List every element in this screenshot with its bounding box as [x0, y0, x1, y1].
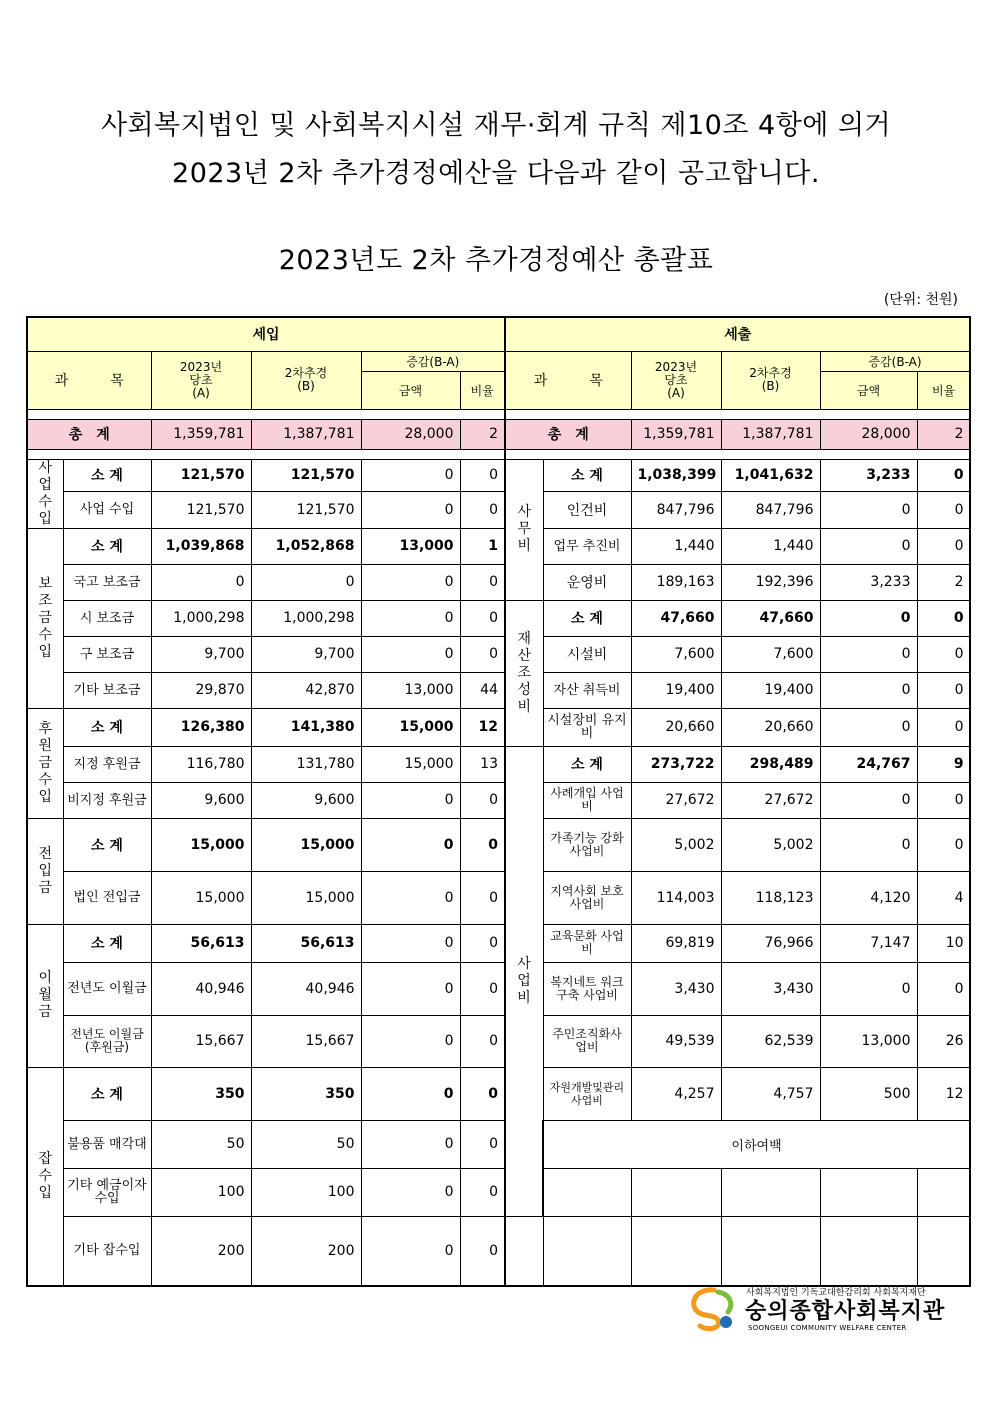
value-ratio: 0 [917, 962, 970, 1015]
value-ratio: 26 [917, 1015, 970, 1067]
value-a: 7,600 [631, 636, 721, 672]
empty-cell [631, 1168, 721, 1216]
item-label: 교육문화 사업비 [543, 924, 631, 962]
income-category-transfer [27, 818, 63, 924]
income-total-label: 총 계 [27, 419, 151, 449]
value-amount: 0 [820, 962, 917, 1015]
logo-subtitle: 사회복지법인 기독교대한감리회 사회복지재단 [746, 1288, 926, 1298]
table-row [27, 962, 970, 1015]
value-b: 5,002 [721, 818, 820, 871]
cat-char: 입 [38, 643, 53, 660]
cat-char: 월 [38, 987, 53, 1003]
value-ratio: 0 [917, 782, 970, 818]
unit-label: (단위: 천원) [883, 292, 958, 308]
value-a: 1,000,298 [151, 600, 251, 636]
cat-char: 원 [38, 737, 53, 754]
value-a: 847,796 [631, 491, 721, 528]
value-a: 114,003 [631, 871, 721, 924]
value-b: 15,000 [251, 818, 361, 871]
value-a: 350 [151, 1067, 251, 1120]
value-amount: 0 [820, 818, 917, 871]
table-row [27, 636, 970, 672]
value-amount: 4,120 [820, 871, 917, 924]
expense-total-b: 1,387,781 [721, 419, 820, 449]
cat-char: 비 [517, 538, 532, 554]
cat-char: 수 [38, 493, 53, 510]
income-ratio-header: 비율 [460, 371, 505, 409]
value-b: 141,380 [251, 708, 361, 746]
cat-char: 입 [38, 510, 53, 527]
value-ratio: 44 [460, 672, 505, 708]
item-label: 전년도 이월금 [63, 962, 151, 1015]
value-b: 1,000,298 [251, 600, 361, 636]
item-label: 인건비 [543, 491, 631, 528]
value-b: 47,660 [721, 600, 820, 636]
table-row [27, 1067, 970, 1120]
cat-char: 금 [38, 1004, 53, 1020]
item-label: 기타 보조금 [63, 672, 151, 708]
cat-char: 조 [517, 664, 532, 681]
value-a: 200 [151, 1216, 251, 1286]
value-b: 4,757 [721, 1067, 820, 1120]
value-amount: 13,000 [361, 672, 460, 708]
value-a: 15,000 [151, 871, 251, 924]
col-a-year: 2023년 [179, 359, 223, 374]
value-ratio: 0 [460, 871, 505, 924]
value-amount: 3,233 [820, 459, 917, 491]
value-amount: 0 [361, 782, 460, 818]
total-row [27, 419, 970, 449]
value-amount: 0 [820, 528, 917, 564]
cat-char: 수 [38, 1167, 53, 1184]
value-amount: 0 [361, 1067, 460, 1120]
value-ratio: 9 [917, 746, 970, 782]
cat-char: 비 [517, 698, 532, 715]
value-a: 1,440 [631, 528, 721, 564]
value-b: 76,966 [721, 924, 820, 962]
spacer-row [27, 449, 970, 459]
value-amount: 0 [820, 636, 917, 672]
col-b-label: 2차추경 [284, 366, 328, 380]
cat-char: 업 [517, 972, 531, 989]
value-a: 0 [151, 564, 251, 600]
value-amount: 0 [820, 782, 917, 818]
value-amount: 0 [361, 491, 460, 528]
cat-char: 무 [517, 521, 532, 537]
value-amount: 15,000 [361, 746, 460, 782]
value-a: 19,400 [631, 672, 721, 708]
item-label: 국고 보조금 [63, 564, 151, 600]
item-label: 불용품 매각대 [63, 1120, 151, 1168]
value-ratio: 10 [917, 924, 970, 962]
notice-line-1: 사회복지법인 및 사회복지시설 재무·회계 규칙 제10조 4항에 의거 [100, 110, 892, 141]
table-row [27, 708, 970, 746]
value-amount: 0 [361, 1216, 460, 1286]
value-a: 20,660 [631, 708, 721, 746]
value-a: 1,038,399 [631, 459, 721, 491]
income-total-amount: 28,000 [361, 419, 460, 449]
income-category-donation [27, 708, 63, 818]
col-a-year: 2023년 [654, 359, 698, 374]
value-amount: 0 [820, 708, 917, 746]
table-row [27, 1168, 970, 1216]
value-ratio: 0 [460, 1168, 505, 1216]
value-b: 192,396 [721, 564, 820, 600]
expense-ratio-header: 비율 [917, 371, 970, 409]
value-amount: 0 [361, 962, 460, 1015]
table-row [27, 746, 970, 782]
empty-cell [917, 1168, 970, 1216]
logo-english: SOONGEUI COMMUNITY WELFARE CENTER [748, 1324, 907, 1332]
value-b: 0 [251, 564, 361, 600]
logo-name: 숭의종합사회복지관 [745, 1299, 946, 1324]
empty-cell [631, 1216, 721, 1286]
value-ratio: 0 [460, 459, 505, 491]
income-category-carryover [27, 924, 63, 1067]
value-b: 62,539 [721, 1015, 820, 1067]
cat-char: 보 [38, 575, 53, 592]
expense-subject-header: 과 목 [505, 351, 631, 409]
page-title: 2023년도 2차 추가경정예산 총괄표 [278, 245, 714, 276]
item-label: 업무 추진비 [543, 528, 631, 564]
item-label: 지역사회 보호사업비 [543, 871, 631, 924]
table-row [27, 1015, 970, 1067]
blank-note: 이하여백 [543, 1120, 970, 1168]
expense-category-property [505, 600, 543, 746]
value-amount: 0 [361, 818, 460, 871]
value-a: 50 [151, 1120, 251, 1168]
value-ratio: 0 [917, 491, 970, 528]
value-amount: 0 [820, 491, 917, 528]
value-ratio: 0 [460, 782, 505, 818]
table-row [27, 1120, 970, 1168]
value-ratio: 0 [460, 818, 505, 871]
item-label: 사례개입 사업비 [543, 782, 631, 818]
expense-amount-header: 금액 [820, 371, 917, 409]
cat-char: 금 [38, 754, 53, 771]
item-label: 복지네트 워크구축 사업비 [543, 962, 631, 1015]
value-amount: 0 [820, 672, 917, 708]
value-a: 69,819 [631, 924, 721, 962]
value-a: 9,600 [151, 782, 251, 818]
value-amount: 13,000 [820, 1015, 917, 1067]
value-a: 3,430 [631, 962, 721, 1015]
value-ratio: 1 [460, 528, 505, 564]
expense-col-b-header [721, 351, 820, 409]
value-ratio: 0 [917, 672, 970, 708]
empty-cell [721, 1216, 820, 1286]
empty-cell [917, 1216, 970, 1286]
value-ratio: 0 [460, 962, 505, 1015]
value-ratio: 0 [460, 1216, 505, 1286]
value-amount: 0 [820, 600, 917, 636]
cat-char: 금 [38, 879, 53, 896]
cat-char: 사 [517, 955, 531, 972]
item-label: 가족기능 강화사업비 [543, 818, 631, 871]
budget-summary-table [26, 316, 971, 1287]
col-b-label: 2차추경 [749, 366, 792, 380]
value-a: 47,660 [631, 600, 721, 636]
value-ratio: 2 [917, 564, 970, 600]
income-total-a: 1,359,781 [151, 419, 251, 449]
value-a: 40,946 [151, 962, 251, 1015]
cat-char: 입 [38, 862, 53, 879]
value-b: 1,041,632 [721, 459, 820, 491]
value-b: 3,430 [721, 962, 820, 1015]
value-a: 15,667 [151, 1015, 251, 1067]
value-b: 50 [251, 1120, 361, 1168]
value-amount: 500 [820, 1067, 917, 1120]
cat-char: 업 [38, 476, 53, 493]
value-b: 56,613 [251, 924, 361, 962]
item-label: 소 계 [63, 459, 151, 491]
col-a-code: (A) [667, 385, 685, 400]
value-a: 49,539 [631, 1015, 721, 1067]
income-total-ratio: 2 [460, 419, 505, 449]
value-b: 118,123 [721, 871, 820, 924]
value-amount: 0 [361, 636, 460, 672]
empty-cell [721, 1168, 820, 1216]
income-diff-header: 증감(B-A) [361, 351, 505, 371]
value-a: 29,870 [151, 672, 251, 708]
value-ratio: 0 [917, 636, 970, 672]
value-b: 131,780 [251, 746, 361, 782]
cat-char: 비 [517, 989, 531, 1006]
item-label: 주민조직화사 업비 [543, 1015, 631, 1067]
value-b: 15,667 [251, 1015, 361, 1067]
value-ratio: 0 [917, 708, 970, 746]
item-label: 지정 후원금 [63, 746, 151, 782]
value-b: 298,489 [721, 746, 820, 782]
item-label: 시설비 [543, 636, 631, 672]
cat-char: 잡 [38, 1150, 53, 1167]
item-label: 비지정 후원금 [63, 782, 151, 818]
cat-char: 후 [38, 720, 53, 737]
value-a: 121,570 [151, 491, 251, 528]
item-label: 시설장비 유지비 [543, 708, 631, 746]
value-a: 121,570 [151, 459, 251, 491]
item-label: 구 보조금 [63, 636, 151, 672]
value-a: 56,613 [151, 924, 251, 962]
header-row-1 [27, 317, 970, 351]
value-amount: 0 [361, 1120, 460, 1168]
item-label: 소 계 [63, 528, 151, 564]
value-ratio: 12 [460, 708, 505, 746]
item-label: 소 계 [543, 459, 631, 491]
organization-logo [684, 1282, 974, 1332]
cat-char: 재 [517, 630, 532, 647]
cat-char: 전 [38, 845, 53, 862]
table-row [27, 924, 970, 962]
value-a: 4,257 [631, 1067, 721, 1120]
value-a: 273,722 [631, 746, 721, 782]
table-row [27, 600, 970, 636]
col-b-code: (B) [297, 379, 315, 393]
value-b: 27,672 [721, 782, 820, 818]
value-amount: 3,233 [820, 564, 917, 600]
table-row [27, 818, 970, 871]
value-b: 9,700 [251, 636, 361, 672]
income-subject-header: 과 목 [27, 351, 151, 409]
cat-char: 금 [38, 609, 53, 626]
income-col-a-header [151, 351, 251, 409]
value-b: 15,000 [251, 871, 361, 924]
col-a-orig: 당초 [189, 372, 213, 387]
item-label: 소 계 [543, 746, 631, 782]
value-amount: 0 [361, 871, 460, 924]
value-amount: 0 [361, 564, 460, 600]
value-ratio: 0 [917, 818, 970, 871]
cat-char: 사 [38, 459, 53, 476]
expense-header: 세출 [505, 317, 970, 351]
value-ratio: 12 [917, 1067, 970, 1120]
cat-char: 이 [38, 970, 53, 986]
table-row [27, 871, 970, 924]
item-label: 자원개발및관리 사업비 [543, 1067, 631, 1120]
value-ratio: 0 [917, 459, 970, 491]
value-ratio: 0 [917, 600, 970, 636]
value-b: 121,570 [251, 491, 361, 528]
income-header: 세입 [27, 317, 505, 351]
cat-char: 사 [517, 504, 532, 520]
value-amount: 24,767 [820, 746, 917, 782]
value-b: 20,660 [721, 708, 820, 746]
value-amount: 13,000 [361, 528, 460, 564]
value-b: 7,600 [721, 636, 820, 672]
value-b: 9,600 [251, 782, 361, 818]
cat-char: 입 [38, 788, 53, 805]
value-ratio: 4 [917, 871, 970, 924]
cat-char: 수 [38, 626, 53, 643]
value-a: 5,002 [631, 818, 721, 871]
table-row [27, 564, 970, 600]
spacer-row [27, 409, 970, 419]
expense-category-project [505, 746, 543, 1216]
value-amount: 0 [361, 459, 460, 491]
item-label: 소 계 [63, 708, 151, 746]
value-b: 1,052,868 [251, 528, 361, 564]
item-label: 사업 수입 [63, 491, 151, 528]
table-row [27, 1216, 970, 1286]
empty-cell [543, 1216, 631, 1286]
value-a: 100 [151, 1168, 251, 1216]
item-label: 자산 취득비 [543, 672, 631, 708]
value-b: 350 [251, 1067, 361, 1120]
value-amount: 0 [361, 600, 460, 636]
expense-category-office [505, 459, 543, 600]
col-a-code: (A) [192, 385, 210, 400]
logo-mark-icon [684, 1282, 744, 1332]
income-category-business [27, 459, 63, 528]
income-category-misc [27, 1067, 63, 1286]
notice-text [0, 102, 992, 198]
value-amount: 15,000 [361, 708, 460, 746]
value-ratio: 0 [460, 600, 505, 636]
table-row [27, 528, 970, 564]
item-label: 소 계 [63, 818, 151, 871]
empty-cell [820, 1168, 917, 1216]
expense-total-label: 총 계 [505, 419, 631, 449]
income-col-b-header [251, 351, 361, 409]
expense-col-a-header [631, 351, 721, 409]
header-row-2 [27, 351, 970, 371]
value-amount: 0 [361, 924, 460, 962]
value-b: 40,946 [251, 962, 361, 1015]
value-a: 189,163 [631, 564, 721, 600]
item-label: 법인 전입금 [63, 871, 151, 924]
item-label: 소 계 [63, 924, 151, 962]
item-label: 소 계 [63, 1067, 151, 1120]
value-a: 27,672 [631, 782, 721, 818]
empty-cell [543, 1168, 631, 1216]
value-b: 200 [251, 1216, 361, 1286]
value-a: 126,380 [151, 708, 251, 746]
value-ratio: 0 [460, 1067, 505, 1120]
value-ratio: 13 [460, 746, 505, 782]
value-amount: 0 [361, 1168, 460, 1216]
table-row [27, 491, 970, 528]
value-ratio: 0 [460, 924, 505, 962]
expense-total-a: 1,359,781 [631, 419, 721, 449]
item-label: 소 계 [543, 600, 631, 636]
col-a-orig: 당초 [664, 372, 688, 387]
value-a: 15,000 [151, 818, 251, 871]
value-amount: 7,147 [820, 924, 917, 962]
notice-line-2: 2023년 2차 추가경정예산을 다음과 같이 공고합니다. [172, 158, 820, 189]
table-row [27, 672, 970, 708]
empty-cell [820, 1216, 917, 1286]
income-category-subsidy [27, 528, 63, 708]
cat-char: 성 [517, 681, 532, 698]
item-label: 기타 예금이자수입 [63, 1168, 151, 1216]
cat-char: 조 [38, 592, 53, 609]
item-label: 기타 잡수입 [63, 1216, 151, 1286]
expense-total-amount: 28,000 [820, 419, 917, 449]
cat-char: 입 [38, 1184, 53, 1201]
value-a: 1,039,868 [151, 528, 251, 564]
value-b: 42,870 [251, 672, 361, 708]
value-ratio: 0 [460, 564, 505, 600]
value-b: 847,796 [721, 491, 820, 528]
expense-total-ratio: 2 [917, 419, 970, 449]
value-b: 121,570 [251, 459, 361, 491]
value-ratio: 0 [460, 1015, 505, 1067]
value-ratio: 0 [460, 636, 505, 672]
value-ratio: 0 [460, 491, 505, 528]
empty-cell [505, 1216, 543, 1286]
table-row [27, 459, 970, 491]
value-amount: 0 [361, 1015, 460, 1067]
expense-diff-header: 증감(B-A) [820, 351, 970, 371]
value-ratio: 0 [917, 528, 970, 564]
value-a: 9,700 [151, 636, 251, 672]
table-row [27, 782, 970, 818]
cat-char: 산 [517, 647, 532, 664]
item-label: 시 보조금 [63, 600, 151, 636]
cat-char: 수 [38, 771, 53, 788]
value-ratio: 0 [460, 1120, 505, 1168]
item-label: 운영비 [543, 564, 631, 600]
income-amount-header: 금액 [361, 371, 460, 409]
value-a: 116,780 [151, 746, 251, 782]
value-b: 19,400 [721, 672, 820, 708]
col-b-code: (B) [761, 379, 780, 393]
item-label: 전년도 이월금 (후원금) [63, 1015, 151, 1067]
income-total-b: 1,387,781 [251, 419, 361, 449]
value-b: 1,440 [721, 528, 820, 564]
value-b: 100 [251, 1168, 361, 1216]
